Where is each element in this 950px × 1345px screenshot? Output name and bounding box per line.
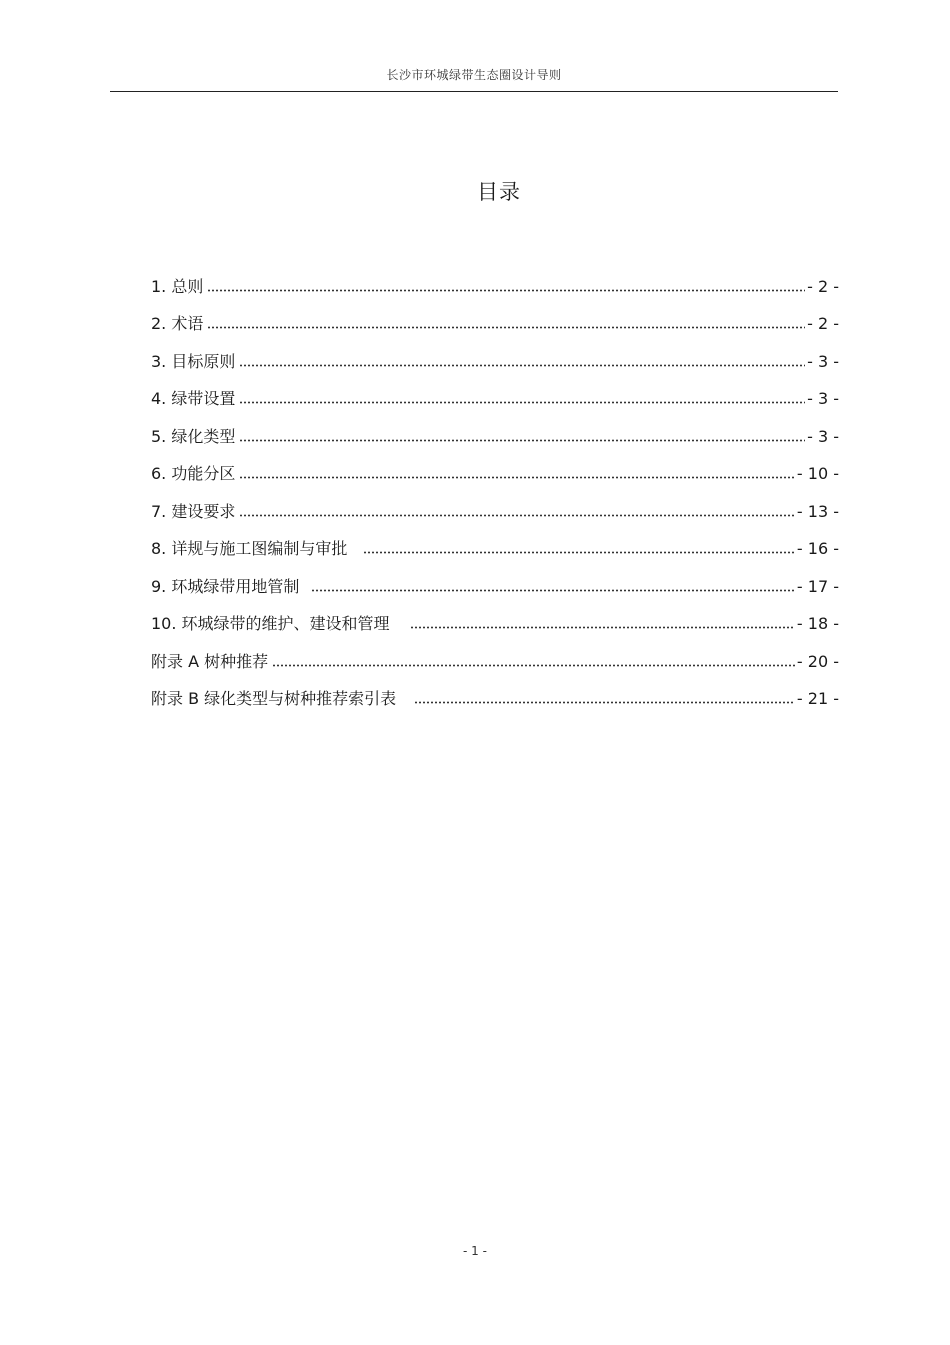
toc-entry-page: - 10 - [796, 464, 839, 483]
toc-entry-page: - 2 - [807, 314, 839, 333]
toc-entry-page: - 20 - [796, 651, 839, 671]
toc-entry-appendix-a[interactable] [151, 635, 839, 673]
page-header-title: 长沙市环城绿带生态圈设计导则 [386, 68, 562, 82]
toc-entry-page: - 16 - [796, 539, 839, 558]
toc-entry-terms[interactable] [151, 298, 839, 336]
toc-entry-number: 附录 B [151, 689, 200, 708]
toc-entry-greenbelt-setup[interactable] [151, 373, 839, 411]
toc-entry-construction-requirements[interactable] [151, 485, 839, 523]
toc-entry-page: - 17 - [796, 576, 839, 596]
toc-dot-leader [414, 700, 795, 705]
toc-entry-title: 功能分区 [171, 464, 236, 483]
toc-entry-label [151, 613, 390, 635]
toc-dot-leader [207, 288, 805, 293]
toc-dot-leader [239, 438, 805, 443]
toc-dot-leader [363, 550, 795, 555]
toc-entry-title: 绿带设置 [171, 389, 236, 408]
toc-entry-title: 详规与施工图编制与审批 [171, 539, 348, 558]
page-number: - 1 - [463, 1244, 487, 1258]
toc-entry-number: 2. [151, 314, 167, 333]
toc-entry-page: - 2 - [807, 276, 839, 296]
toc-entry-label [151, 463, 235, 485]
toc-entry-land-control[interactable] [151, 560, 839, 598]
toc-dot-leader [311, 588, 795, 593]
toc-entry-functional-zones[interactable] [151, 448, 839, 486]
toc-entry-general[interactable] [151, 260, 839, 298]
toc-entry-goals[interactable] [151, 335, 839, 373]
toc-dot-leader [239, 475, 795, 480]
toc-entry-title: 总则 [171, 276, 204, 296]
toc-entry-title: 环城绿带的维护、建设和管理 [181, 614, 390, 633]
toc-entry-number: 10. [151, 614, 177, 633]
toc-entry-page: - 21 - [796, 689, 839, 708]
toc-entry-number: 3. [151, 351, 167, 371]
toc-dot-leader [239, 400, 805, 405]
header-divider [110, 91, 838, 92]
toc-entry-label [151, 313, 203, 335]
toc-entry-label [151, 276, 203, 298]
toc-entry-number: 6. [151, 464, 167, 483]
toc-dot-leader [239, 363, 805, 368]
toc-entry-label [151, 688, 396, 710]
toc-entry-title: 目标原则 [171, 351, 236, 371]
toc-entry-number: 9. [151, 576, 167, 596]
toc-entry-number: 4. [151, 389, 167, 408]
toc-entry-title: 建设要求 [171, 501, 236, 521]
toc-entry-label [151, 538, 347, 560]
toc-entry-maintenance[interactable] [151, 598, 839, 636]
toc-entry-number: 7. [151, 501, 167, 521]
toc-entry-number: 5. [151, 426, 167, 446]
toc-entry-appendix-b[interactable] [151, 673, 839, 711]
toc-entry-page: - 3 - [807, 426, 839, 446]
toc-dot-leader [239, 513, 795, 518]
toc-dot-leader [207, 325, 805, 330]
toc-entry-page: - 3 - [807, 389, 839, 408]
toc-dot-leader [410, 625, 795, 630]
toc-entry-detailed-planning[interactable] [151, 523, 839, 561]
toc-entry-label [151, 426, 235, 448]
toc-title: 目录 [477, 180, 521, 204]
toc-entry-number: 1. [151, 276, 167, 296]
toc-entry-title: 树种推荐 [204, 651, 269, 671]
table-of-contents [151, 260, 839, 710]
toc-entry-label [151, 651, 268, 673]
toc-entry-label [151, 351, 235, 373]
toc-entry-label [151, 576, 299, 598]
toc-entry-label [151, 388, 235, 410]
toc-entry-greening-types[interactable] [151, 410, 839, 448]
toc-entry-title: 绿化类型与树种推荐索引表 [204, 689, 397, 708]
toc-dot-leader [272, 663, 795, 668]
toc-entry-label [151, 501, 235, 523]
toc-entry-title: 环城绿带用地管制 [171, 576, 300, 596]
toc-entry-page: - 13 - [796, 501, 839, 521]
toc-entry-number: 附录 A [151, 651, 200, 671]
toc-entry-title: 绿化类型 [171, 426, 236, 446]
toc-entry-title: 术语 [171, 314, 204, 333]
toc-entry-page: - 3 - [807, 351, 839, 371]
toc-entry-number: 8. [151, 539, 167, 558]
toc-entry-page: - 18 - [796, 614, 839, 633]
